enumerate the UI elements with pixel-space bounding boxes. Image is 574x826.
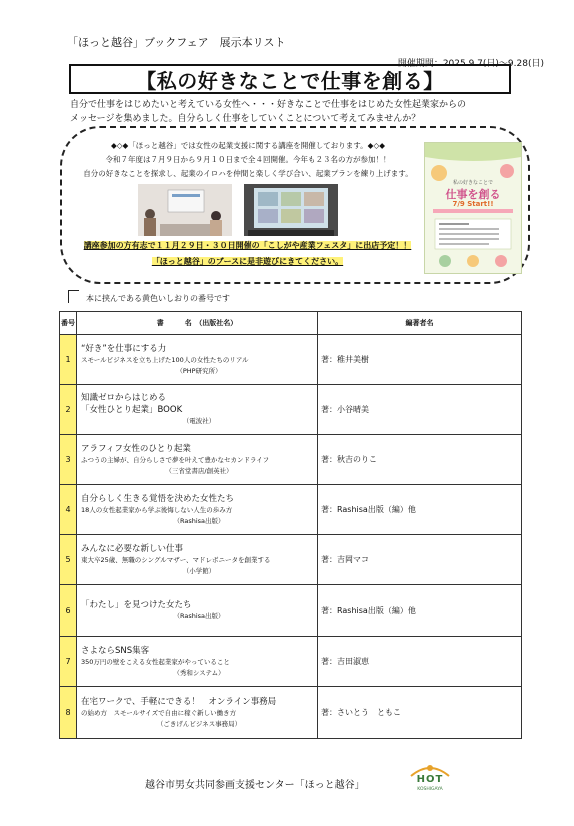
- book-cell: [77, 485, 318, 535]
- book-number: 3: [60, 435, 77, 485]
- book-subtitle: 東大卒25歳、無職のシングルマザー、マドレボニータを創業する: [81, 555, 271, 564]
- intro-line-1: 自分で仕事をはじめたいと考えている女性へ・・・好きなことで仕事をはじめた女性起業家からの: [70, 100, 467, 110]
- announcement-line-1: ◆◇◆「ほっと越谷」では女性の起業支援に関する講座を開催しております。◆◇◆: [110, 141, 385, 150]
- book-publisher: （ごきげんビジネス事務局）: [156, 719, 242, 728]
- footer-organization: 越谷市男女共同参画支援センター「ほっと越谷」: [145, 780, 365, 791]
- book-publisher: （Rashisa出版）: [173, 516, 225, 525]
- book-number: 7: [60, 637, 77, 687]
- online-session-photo: [244, 184, 338, 236]
- header-number: 番号: [60, 312, 77, 335]
- book-publisher: （PHP研究所）: [176, 366, 222, 375]
- book-number: 8: [60, 687, 77, 739]
- booth-invitation-text: 「ほっと越谷」のブースに是非遊びにきてください。: [151, 257, 344, 266]
- table-row: [60, 687, 522, 739]
- book-author: 著：稚井美樹: [318, 335, 522, 385]
- booth-invitation: [70, 256, 425, 267]
- announcement-line-2: 令和７年度は７月９日から９月１０日まで全４回開催。今年も２３名の方が参加！！: [105, 155, 391, 164]
- flyer-title: 仕事を創る: [445, 188, 501, 201]
- festival-notice-text: 講座参加の方有志で１１月２９日・３０日開催の「こしがや産業フェスタ」に出店予定！！: [83, 241, 412, 250]
- book-table: [59, 311, 522, 739]
- book-cell: [77, 335, 318, 385]
- logo-text: HOT: [416, 774, 444, 785]
- book-author: 著：吉岡マコ: [318, 535, 522, 585]
- book-author: 著：Rashisa出版（編）他: [318, 485, 522, 535]
- header-title: 書 名 （出版社名）: [77, 312, 318, 335]
- book-title: “好き”を仕事にする力: [81, 343, 167, 354]
- book-publisher: （Rashisa出版）: [173, 612, 225, 620]
- flyer-title-small: 私の好きなことで: [452, 180, 493, 186]
- book-author: 著：秋吉のりこ: [318, 435, 522, 485]
- announcement-line-3: 自分の好きなことを探求し、起業のイロハを仲間と楽しく学び合い、起業プランを練り上げます。: [83, 169, 413, 178]
- document-header: 「ほっと越谷」ブックフェア 展示本リスト: [67, 36, 286, 49]
- book-cell: [77, 687, 318, 739]
- intro-text: [70, 98, 520, 126]
- book-author: 著：吉田淑恵: [318, 637, 522, 687]
- book-title: みんなに必要な新しい仕事: [81, 543, 184, 554]
- intro-line-2: メッセージを集めました。自分らしく仕事をしていくことについて考えてみませんか？: [70, 114, 421, 124]
- festival-notice: [70, 240, 425, 251]
- book-number: 2: [60, 385, 77, 435]
- book-number: 4: [60, 485, 77, 535]
- header-author: 編著者名: [318, 312, 522, 335]
- book-title: アラフィフ女性のひとり起業: [81, 443, 191, 454]
- bookmark-note: 本に挟んである黄色いしおりの番号です: [86, 294, 230, 303]
- seminar-flyer: [424, 142, 522, 274]
- book-title: 在宅ワークで、手軽にできる！ オンライン事務局: [81, 696, 277, 707]
- bookmark-bracket: [68, 290, 79, 303]
- book-cell: [77, 637, 318, 687]
- table-row: [60, 385, 522, 435]
- exhibition-period: 開催期間：2025.9.7(日)～9.28(日): [397, 59, 544, 69]
- table-header-row: [60, 312, 522, 335]
- table-row: [60, 585, 522, 637]
- seminar-photo: [138, 184, 232, 236]
- book-publisher: （電波社）: [182, 417, 216, 425]
- book-subtitle: 18人の女性起業家から学ぶ後悔しない人生の歩み方: [81, 505, 233, 514]
- book-title: 知識ゼロからはじめる: [81, 393, 167, 403]
- book-author: 著：さいとう ともこ: [318, 687, 522, 739]
- book-number: 6: [60, 585, 77, 637]
- title-box: [69, 64, 511, 94]
- book-publisher: （小学館）: [182, 566, 216, 575]
- book-cell: [77, 385, 318, 435]
- table-row: [60, 435, 522, 485]
- book-publisher: （三省堂書店/創英社）: [165, 466, 233, 475]
- table-row: [60, 335, 522, 385]
- book-title: 自分らしく生きる覚悟を決めた女性たち: [81, 493, 235, 504]
- book-subtitle: スモールビジネスを立ち上げた100人の女性たちのリアル: [81, 355, 249, 364]
- table-row: [60, 485, 522, 535]
- book-title: さよならSNS集客: [81, 645, 150, 656]
- flyer-start: 7/9 Start!!: [452, 200, 494, 208]
- table-row: [60, 637, 522, 687]
- book-subtitle: 350万円の壁をこえる女性起業家がやっていること: [81, 657, 230, 666]
- book-author: 著：小谷晴美: [318, 385, 522, 435]
- hot-koshigaya-logo: [405, 762, 455, 796]
- book-publisher: （秀和システム）: [173, 668, 225, 677]
- book-title: 「わたし」を見つけた女たち: [81, 600, 192, 610]
- main-title: 【私の好きなことで仕事を創る】: [136, 68, 444, 93]
- book-subtitle: 「女性ひとり起業」BOOK: [81, 405, 183, 415]
- book-cell: [77, 585, 318, 637]
- book-subtitle: ふつうの主婦が、自分らしさで夢を叶えて豊かなセカンドライフ: [81, 455, 270, 464]
- book-number: 1: [60, 335, 77, 385]
- logo-subtext: KOSHIGAYA: [417, 787, 443, 792]
- book-cell: [77, 535, 318, 585]
- book-cell: [77, 435, 318, 485]
- book-author: 著：Rashisa出版（編）他: [318, 585, 522, 637]
- book-number: 5: [60, 535, 77, 585]
- table-row: [60, 535, 522, 585]
- book-subtitle: の始め方 スモールサイズで自由に稼ぐ新しい働き方: [81, 708, 237, 717]
